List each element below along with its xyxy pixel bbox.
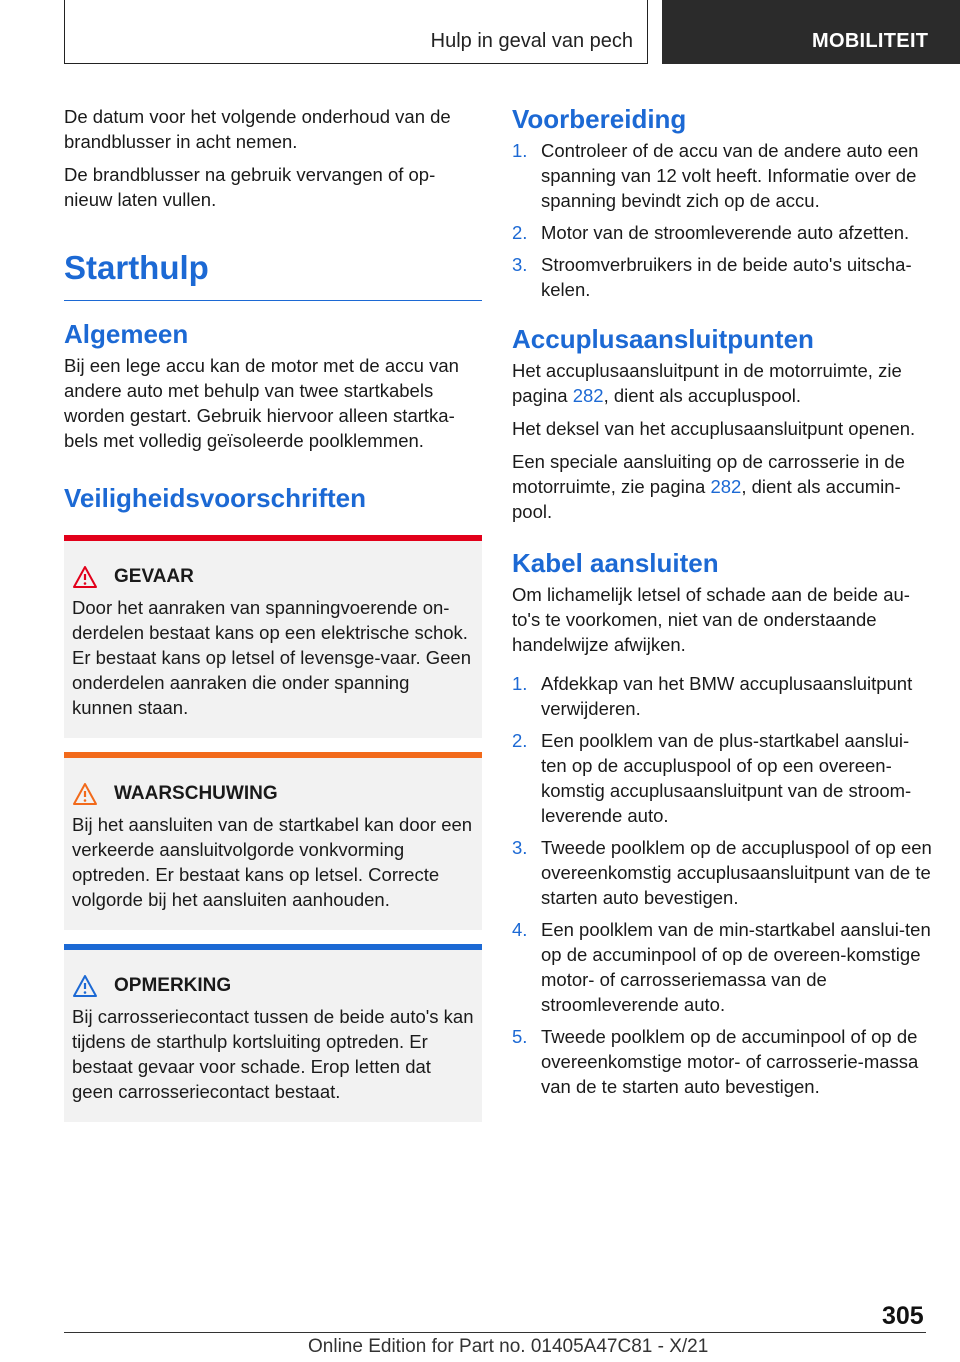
algemeen-paragraph: Bij een lege accu kan de motor met de accu van andere auto met behulp van twee startkabels worden gestart. Gebruik hiervoor alleen startka-bels met volledig geïsoleerde poolklemmen. — [64, 355, 459, 451]
warning-triangle-icon — [72, 565, 98, 589]
edition-footer: Online Edition for Part no. 01405A47C81 - X/21 — [308, 1336, 709, 1357]
page-link-282[interactable]: 282 — [572, 385, 604, 406]
chapter-tab[interactable] — [662, 0, 960, 64]
intro-paragraph-2: De brandblusser na gebruik vervangen of op-nieuw laten vullen. — [64, 164, 436, 210]
heading-divider — [64, 300, 482, 301]
page-link-282[interactable]: 282 — [710, 476, 742, 497]
step-text: Tweede poolklem op de accupluspool of op een overeenkomstig accuplusaansluitpunt van de te starten auto bevestigen. — [541, 837, 932, 908]
step-number: 2. — [512, 222, 528, 243]
intro-paragraph-1: De datum voor het volgende onderhoud van de brandblusser in acht nemen. — [64, 106, 451, 152]
warnings-list — [64, 535, 482, 1122]
section-title: Hulp in geval van pech — [430, 30, 633, 52]
list-item — [512, 138, 932, 213]
left-column — [64, 104, 482, 1136]
section-heading-starthulp: Starthulp — [64, 249, 209, 286]
right-column — [512, 104, 932, 1109]
warning-title: OPMERKING — [114, 975, 232, 996]
step-number: 1. — [512, 140, 528, 161]
chapter-tab-label: MOBILITEIT — [812, 30, 929, 52]
warning-box-opmerking — [64, 944, 482, 1122]
subheading-kabel-aansluiten: Kabel aansluiten — [512, 548, 719, 578]
kabel-steps — [512, 671, 932, 1099]
accuplus-paragraph-1: Het accuplusaansluitpunt in de motorruimte, zie pagina 282, dient als accupluspool. — [512, 360, 902, 406]
step-number: 3. — [512, 254, 528, 275]
voorbereiding-steps — [512, 138, 932, 302]
step-number: 3. — [512, 837, 528, 858]
kabel-intro: Om lichamelijk letsel of schade aan de beide au-to's te voorkomen, niet van de onderstaande handelwijze afwijken. — [512, 584, 910, 655]
warning-bar — [64, 535, 482, 541]
step-text: Stroomverbruikers in de beide auto's uitscha-kelen. — [541, 254, 912, 300]
header-section-box — [64, 0, 648, 64]
step-number: 5. — [512, 1026, 528, 1047]
warning-text: Bij het aansluiten van de startkabel kan door een verkeerde aansluitvolgorde vonkvorming optreden. Er bestaat kans op letsel. Correcte volgorde bij het aansluiten aanhouden. — [72, 814, 473, 910]
warning-box-gevaar — [64, 535, 482, 738]
accuplus-paragraph-3: Een speciale aansluiting op de carrosserie in de motorruimte, zie pagina 282, dient als accumin-pool. — [512, 451, 905, 522]
step-text: Een poolklem van de plus-startkabel aanslui-ten op de accupluspool of op een overeen-komstig accuplusaansluitpunt van de stroom-leverende auto. — [541, 730, 912, 826]
step-text: Controleer of de accu van de andere auto een spanning van 12 volt heeft. Informatie over de spanning bevindt zich op de accu. — [541, 140, 919, 211]
subheading-veiligheidsvoorschriften: Veiligheidsvoorschriften — [64, 483, 366, 513]
list-item — [512, 835, 932, 910]
warning-triangle-icon — [72, 782, 98, 806]
step-text: Tweede poolklem op de accuminpool of op de overeenkomstige motor- of carrosserie-massa van de te starten auto bevestigen. — [541, 1026, 919, 1097]
page-number: 305 — [882, 1302, 924, 1330]
subheading-algemeen: Algemeen — [64, 319, 189, 349]
subheading-voorbereiding: Voorbereiding — [512, 104, 687, 134]
step-text: Afdekkap van het BMW accuplusaansluitpunt verwijderen. — [541, 673, 913, 719]
warning-text: Bij carrosseriecontact tussen de beide auto's kan tijdens de starthulp kortsluiting optreden. Er bestaat gevaar voor schade. Erop letten dat geen carrosseriecontact bestaat. — [72, 1006, 474, 1102]
list-item — [512, 252, 932, 302]
subheading-accuplusaansluitpunten: Accuplusaansluitpunten — [512, 324, 814, 354]
step-text: Motor van de stroomleverende auto afzetten. — [541, 222, 910, 243]
step-number: 2. — [512, 730, 528, 751]
list-item — [512, 728, 932, 828]
accuplus-paragraph-2: Het deksel van het accuplusaansluitpunt openen. — [512, 418, 916, 439]
list-item — [512, 220, 932, 245]
list-item — [512, 917, 932, 1017]
warning-box-waarschuwing — [64, 752, 482, 930]
warning-title: GEVAAR — [114, 566, 194, 587]
warning-bar — [64, 752, 482, 758]
list-item — [512, 671, 932, 721]
warning-title: WAARSCHUWING — [114, 783, 278, 804]
warning-text: Door het aanraken van spanningvoerende on-derdelen bestaat kans op een elektrische schok. Er bestaat kans op letsel of levensge-vaar. Geen onderdelen aanraken die onder spanning kunnen staan. — [72, 597, 472, 718]
step-number: 1. — [512, 673, 528, 694]
list-item — [512, 1024, 932, 1099]
footer-divider — [64, 1332, 926, 1333]
step-text: Een poolklem van de min-startkabel aanslui-ten op de accuminpool of op de overeen-komstige motor- of carrosseriemassa van de stroomleverende auto. — [541, 919, 931, 1015]
warning-bar — [64, 944, 482, 950]
warning-triangle-icon — [72, 974, 98, 998]
step-number: 4. — [512, 919, 528, 940]
